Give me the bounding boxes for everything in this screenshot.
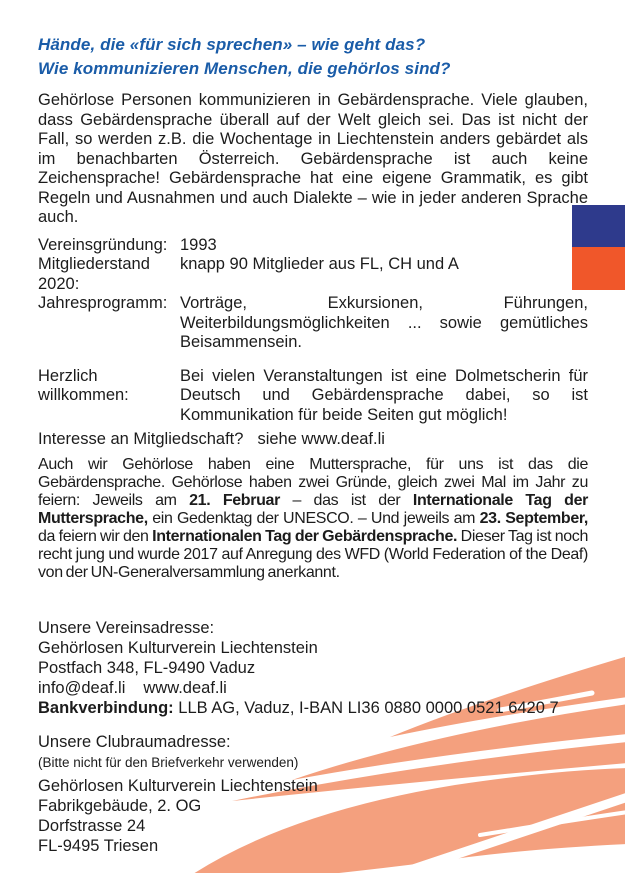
intro-paragraph: Gehörlose Personen kommunizieren in Gebärdensprache. Viele glauben, dass Gebärdensprache überall auf der Welt gleich sei. Das ist nicht der Fall, so werden z.B. die Wochentage in Liechtenstein anders gebärdet als im benachbarten Österreich. Gebärdensprache ist auch keine Zeichensprache! Gebärdensprache hat eine eigene Grammatik, es gibt Regeln und Ausnahmen und auch Dialekte – wie in jeder anderen Sprache auch. [38,91,588,226]
membership-answer: siehe www.deaf.li [257,430,385,448]
fact-row-members [38,255,588,294]
club-city: FL-9495 Triesen [38,836,159,855]
page-title [38,33,588,81]
membership-question: Interesse an Mitgliedschaft? [38,430,244,448]
club-org: Gehörlosen Kulturverein Liechtenstein [38,776,318,795]
fact-row-founding [38,236,588,256]
fact-value: 1993 [180,235,217,254]
facts-list [38,236,588,426]
page-title-line1: Hände, die «für sich sprechen» – wie geht das? [38,35,426,54]
website-url: www.deaf.li [143,678,227,697]
verein-contact-line [38,678,588,698]
membership-line [38,430,588,450]
club-street: Dorfstrasse 24 [38,816,146,835]
verein-address-title: Unsere Vereinsadresse: [38,618,215,637]
page-title-line2: Wie kommunizieren Menschen, die gehörlos sind? [38,59,451,78]
verein-org: Gehörlosen Kulturverein Liechtenstein [38,638,318,657]
email-address: info@deaf.li [38,678,126,697]
fact-value: Bei vielen Veranstaltungen ist eine Dolmetscherin für Deutsch und Gebärdensprache dabei, so ist Kommunikation für beide Seiten gut möglich! [180,366,588,424]
club-address-title: Unsere Clubraumadresse: [38,732,231,751]
club-building: Fabrikgebäude, 2. OG [38,796,202,815]
verein-pobox: Postfach 348, FL-9490 Vaduz [38,658,256,677]
fact-label: Herzlich willkommen: [38,366,129,404]
club-address-block [38,732,588,856]
verein-address-block [38,618,588,718]
fact-label: Jahresprogramm: [38,294,168,312]
fact-label: Vereinsgründung: [38,235,168,254]
bank-details-line: Bankverbindung: LLB AG, Vaduz, I-BAN LI36 0880 0000 0521 6420 7 [38,698,559,717]
fact-label: Mitgliederstand 2020: [38,255,150,293]
fact-value: Vorträge, Exkursionen, Führungen, Weiterbildungsmöglichkeiten ... sowie gemütliches Beisammensein. [180,294,588,351]
club-address-note: (Bitte nicht für den Briefverkehr verwenden) [38,754,299,770]
fact-row-program [38,294,588,353]
celebration-paragraph: Auch wir Gehörlose haben eine Muttersprache, für uns ist das die Gebärdensprache. Gehörlose haben zwei Gründe, gleich zwei Mal im Jahr zu feiern: Jeweils am 21. Februar – das ist der Internationale Tag der Muttersprache, ein Gedenktag der UNESCO. – Und jeweils am 23. September, da feiern wir den Internationalen Tag der Gebärdensprache. Dieser Tag ist noch recht jung und wurde 2017 auf Anregung des WFD (World Federation of the Deaf) von der UN-Generalversammlung anerkannt. [38,455,589,581]
fact-row-welcome [38,367,588,426]
fact-value: knapp 90 Mitglieder aus FL, CH und A [180,255,459,273]
